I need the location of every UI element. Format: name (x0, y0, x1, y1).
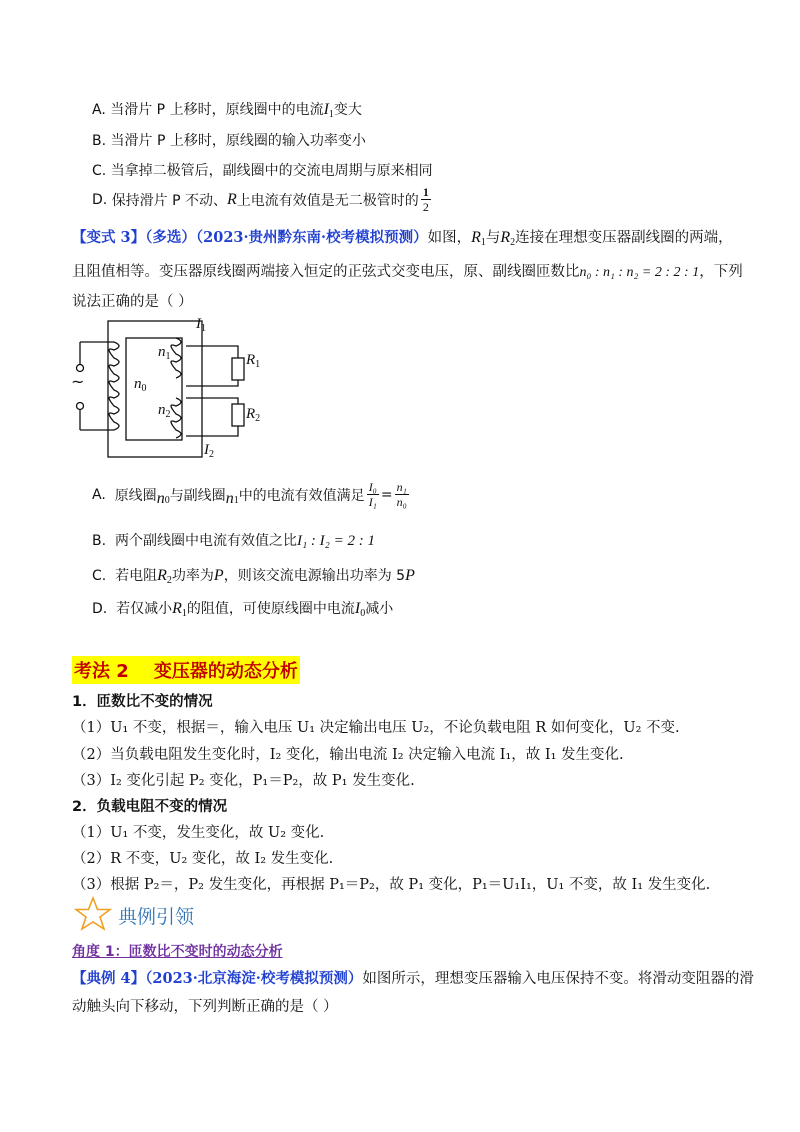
option-b: B. 当滑片 P 上移时，原线圈的输入功率变小 (92, 133, 366, 149)
section-title: 考法 2 变压器的动态分析 (72, 656, 300, 684)
v3-option-a: A. 原线圈 n 0 与副线圈 n 1 中的电流有效值满足 $\frac{\text{I₀}}{\text{I₁}}$ = $\frac{\text{n₁}}{\text{n₀}}$ (92, 480, 407, 509)
fraction-turns: $\frac{\text{n₁}}{\text{n₀}}$ (396, 480, 407, 509)
option-c: C. 当拿掉二极管后，副线圈中的交流电周期与原来相同 (92, 163, 433, 179)
transformer-diagram (68, 318, 278, 468)
variant3-line1: 【变式 3】（多选）（2023·贵州黔东南·校考模拟预测）如图，$R_1$与$R_2$连接在理想变压器副线圈的两端， (72, 229, 733, 248)
fraction-current: $\frac{\text{I₀}}{\text{I₁}}$ (368, 480, 377, 509)
section2-line-6: （3）根据 P₂＝，P₂ 发生变化，再根据 P₁＝P₂，故 P₁ 变化，P₁＝U₁I₁，U₁ 不变，故 I₁ 发生变化. (72, 877, 711, 893)
label-r1: $R_1$ (246, 352, 261, 370)
section2-line-1: （1）U₁ 不变，根据＝，输入电压 U₁ 决定输出电压 U₂，不论负载电阻 R 如何变化，U₂ 不变. (72, 720, 680, 736)
label-n0: $n_0$ (134, 376, 147, 394)
option-d: D. 保持滑片 P 不动、 R 上电流有效值是无二极管时的 $\frac{1}{2}$ (92, 185, 429, 214)
subheading-2: 2．负载电阻不变的情况 (72, 799, 228, 815)
section2-line-5: （2）R 不变，U₂ 变化，故 I₂ 发生变化. (72, 851, 334, 867)
section2-line-2: （2）当负载电阻发生变化时，I₂ 变化，输出电流 I₂ 决定输入电流 I₁，故 I₁ 发生变化. (72, 747, 624, 763)
label-n1: $n_1$ (158, 344, 171, 362)
label-i2: $I_2$ (204, 442, 214, 460)
fraction-half: $\frac{1}{2}$ (422, 185, 429, 214)
option-a: A. 当滑片 P 上移时，原线圈中的电流$I_1$变大 (92, 101, 362, 120)
section2-line-3: （3）I₂ 变化引起 P₂ 变化，P₁＝P₂，故 P₁ 发生变化. (72, 773, 415, 789)
label-r2: $R_2$ (246, 406, 261, 424)
example4-line2: 动触头向下移动，下列判断正确的是（ ） (72, 999, 338, 1015)
angle-heading: 角度 1：匝数比不变时的动态分析 (72, 944, 283, 960)
v3-option-d: D. 若仅减小$R_1$的阻值，可使原线圈中电流$I_0$减小 (92, 600, 394, 619)
label-n2: $n_2$ (158, 402, 171, 420)
section2-line-4: （1）U₁ 不变，发生变化，故 U₂ 变化. (72, 825, 325, 841)
ac-source-symbol: ~ (71, 372, 85, 391)
variant3-line3: 说法正确的是（ ） (72, 294, 193, 310)
subheading-1: 1．匝数比不变的情况 (72, 694, 213, 710)
v3-option-c: C. 若电阻$R_2$功率为P，则该交流电源输出功率为 5P (92, 567, 415, 586)
label-i1: $I_1$ (196, 316, 206, 334)
example4-line1: 【典例 4】（2023·北京海淀·校考模拟预测）如图所示，理想变压器输入电压保持不变。将滑动变阻器的滑 (72, 970, 754, 987)
v3-option-b: B. 两个副线圈中电流有效值之比I₁ : I₂ = 2 : 1 (92, 533, 376, 549)
example-header: 典例引领 (118, 906, 195, 928)
star-icon (74, 896, 112, 932)
variant3-line2: 且阻值相等。变压器原线圈两端接入恒定的正弦式交变电压，原、副线圈匝数比n₀ : n₁ : n₂ = 2 : 2 : 1，下列 (72, 264, 743, 280)
